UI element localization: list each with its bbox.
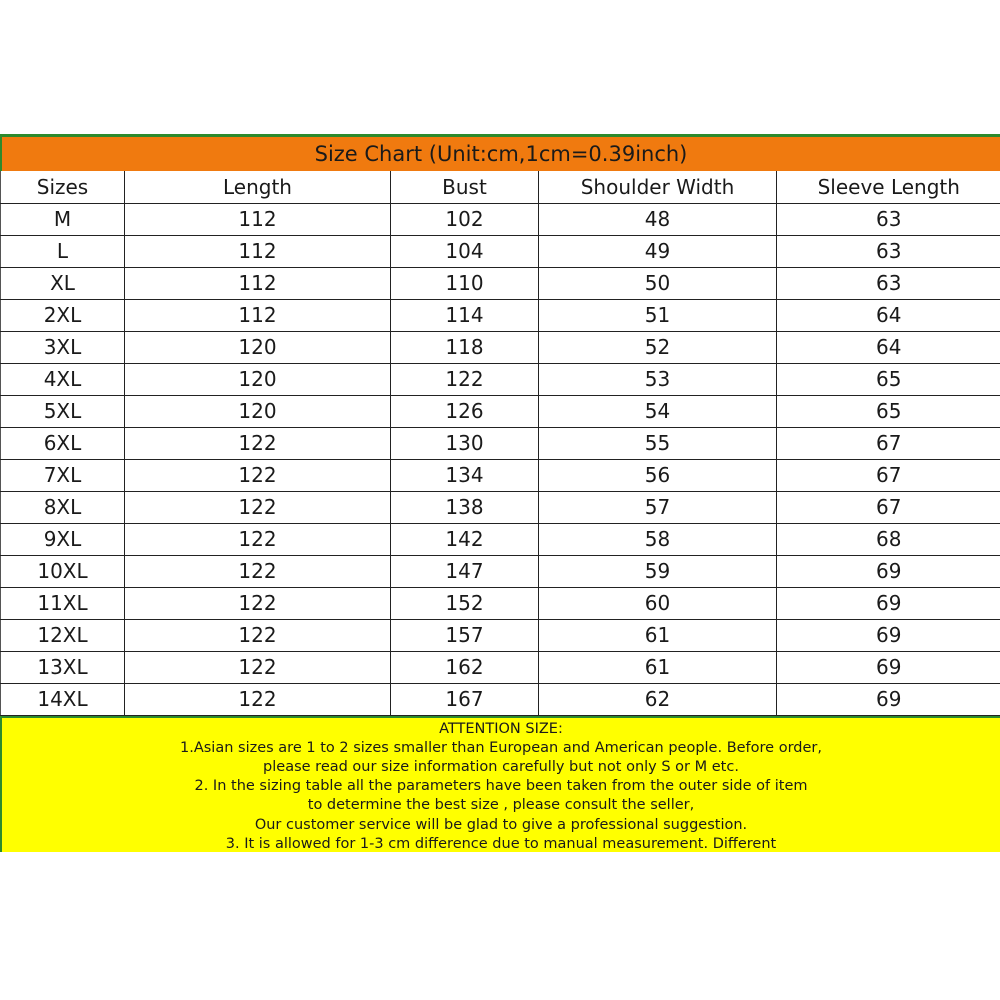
cell-shoulder-width: 50 (539, 267, 777, 299)
cell-bust: 114 (391, 299, 539, 331)
cell-shoulder-width: 52 (539, 331, 777, 363)
cell-size: 3XL (1, 331, 125, 363)
table-row (1, 203, 1000, 235)
cell-length: 120 (125, 331, 391, 363)
cell-sleeve-length: 65 (777, 395, 1000, 427)
table-row (1, 299, 1000, 331)
cell-bust: 130 (391, 427, 539, 459)
cell-size: M (1, 203, 125, 235)
cell-size: 9XL (1, 523, 125, 555)
cell-bust: 157 (391, 619, 539, 651)
cell-size: 8XL (1, 491, 125, 523)
cell-bust: 134 (391, 459, 539, 491)
cell-shoulder-width: 53 (539, 363, 777, 395)
cell-length: 112 (125, 203, 391, 235)
cell-shoulder-width: 49 (539, 235, 777, 267)
cell-size: 7XL (1, 459, 125, 491)
cell-sleeve-length: 63 (777, 235, 1000, 267)
cell-sleeve-length: 64 (777, 331, 1000, 363)
cell-length: 122 (125, 651, 391, 683)
cell-length: 120 (125, 395, 391, 427)
cell-size: 6XL (1, 427, 125, 459)
header-row (1, 171, 1000, 203)
cell-sleeve-length: 63 (777, 203, 1000, 235)
header-sizes: Sizes (1, 171, 125, 203)
attention-line: please read our size information carefully but not only S or M etc. (263, 758, 739, 775)
attention-line: 2. In the sizing table all the parameters have been taken from the outer side of item (194, 778, 808, 795)
cell-shoulder-width: 54 (539, 395, 777, 427)
cell-length: 122 (125, 459, 391, 491)
cell-size: 14XL (1, 683, 125, 715)
cell-sleeve-length: 67 (777, 491, 1000, 523)
cell-bust: 110 (391, 267, 539, 299)
cell-bust: 167 (391, 683, 539, 715)
cell-size: L (1, 235, 125, 267)
cell-shoulder-width: 51 (539, 299, 777, 331)
cell-length: 122 (125, 491, 391, 523)
cell-bust: 147 (391, 555, 539, 587)
cell-sleeve-length: 63 (777, 267, 1000, 299)
cell-shoulder-width: 57 (539, 491, 777, 523)
cell-sleeve-length: 67 (777, 459, 1000, 491)
cell-shoulder-width: 61 (539, 619, 777, 651)
cell-sleeve-length: 69 (777, 555, 1000, 587)
cell-length: 122 (125, 427, 391, 459)
cell-sleeve-length: 64 (777, 299, 1000, 331)
cell-bust: 126 (391, 395, 539, 427)
header-bust: Bust (391, 171, 539, 203)
cell-size: XL (1, 267, 125, 299)
attention-notes (0, 716, 1000, 852)
cell-bust: 138 (391, 491, 539, 523)
cell-sleeve-length: 69 (777, 619, 1000, 651)
cell-bust: 102 (391, 203, 539, 235)
table-row (1, 555, 1000, 587)
header-length: Length (125, 171, 391, 203)
table-row (1, 427, 1000, 459)
table-row (1, 619, 1000, 651)
cell-shoulder-width: 48 (539, 203, 777, 235)
header-shoulder-width: Shoulder Width (539, 171, 777, 203)
cell-bust: 142 (391, 523, 539, 555)
cell-length: 120 (125, 363, 391, 395)
cell-length: 122 (125, 555, 391, 587)
size-chart (0, 134, 1000, 852)
cell-sleeve-length: 69 (777, 587, 1000, 619)
size-table (0, 171, 1000, 716)
cell-sleeve-length: 68 (777, 523, 1000, 555)
table-row (1, 683, 1000, 715)
cell-length: 112 (125, 235, 391, 267)
attention-line: to determine the best size , please consult the seller, (307, 797, 695, 814)
cell-size: 13XL (1, 651, 125, 683)
cell-length: 122 (125, 523, 391, 555)
cell-length: 122 (125, 683, 391, 715)
cell-shoulder-width: 58 (539, 523, 777, 555)
cell-size: 2XL (1, 299, 125, 331)
cell-bust: 162 (391, 651, 539, 683)
cell-sleeve-length: 65 (777, 363, 1000, 395)
cell-sleeve-length: 69 (777, 683, 1000, 715)
table-row (1, 587, 1000, 619)
cell-bust: 152 (391, 587, 539, 619)
table-row (1, 363, 1000, 395)
table-row (1, 331, 1000, 363)
cell-size: 12XL (1, 619, 125, 651)
table-row (1, 395, 1000, 427)
cell-size: 4XL (1, 363, 125, 395)
attention-heading: ATTENTION SIZE: (439, 720, 563, 737)
cell-length: 122 (125, 587, 391, 619)
table-row (1, 459, 1000, 491)
cell-size: 11XL (1, 587, 125, 619)
attention-line: Our customer service will be glad to give a professional suggestion. (254, 816, 748, 833)
cell-size: 10XL (1, 555, 125, 587)
cell-sleeve-length: 67 (777, 427, 1000, 459)
cell-shoulder-width: 59 (539, 555, 777, 587)
header-sleeve-length: Sleeve Length (777, 171, 1000, 203)
table-row (1, 267, 1000, 299)
chart-title: Size Chart (Unit:cm,1cm=0.39inch) (0, 137, 1000, 171)
cell-shoulder-width: 56 (539, 459, 777, 491)
cell-shoulder-width: 55 (539, 427, 777, 459)
cell-size: 5XL (1, 395, 125, 427)
cell-bust: 118 (391, 331, 539, 363)
attention-line: 3. It is allowed for 1-3 cm difference due to manual measurement. Different (225, 835, 777, 852)
table-row (1, 523, 1000, 555)
cell-bust: 122 (391, 363, 539, 395)
cell-shoulder-width: 62 (539, 683, 777, 715)
table-body (1, 203, 1000, 715)
table-row (1, 491, 1000, 523)
cell-shoulder-width: 61 (539, 651, 777, 683)
cell-length: 122 (125, 619, 391, 651)
table-row (1, 235, 1000, 267)
table-row (1, 651, 1000, 683)
cell-length: 112 (125, 267, 391, 299)
cell-length: 112 (125, 299, 391, 331)
attention-line: 1.Asian sizes are 1 to 2 sizes smaller than European and American people. Before order, (180, 739, 822, 756)
cell-shoulder-width: 60 (539, 587, 777, 619)
cell-sleeve-length: 69 (777, 651, 1000, 683)
cell-bust: 104 (391, 235, 539, 267)
